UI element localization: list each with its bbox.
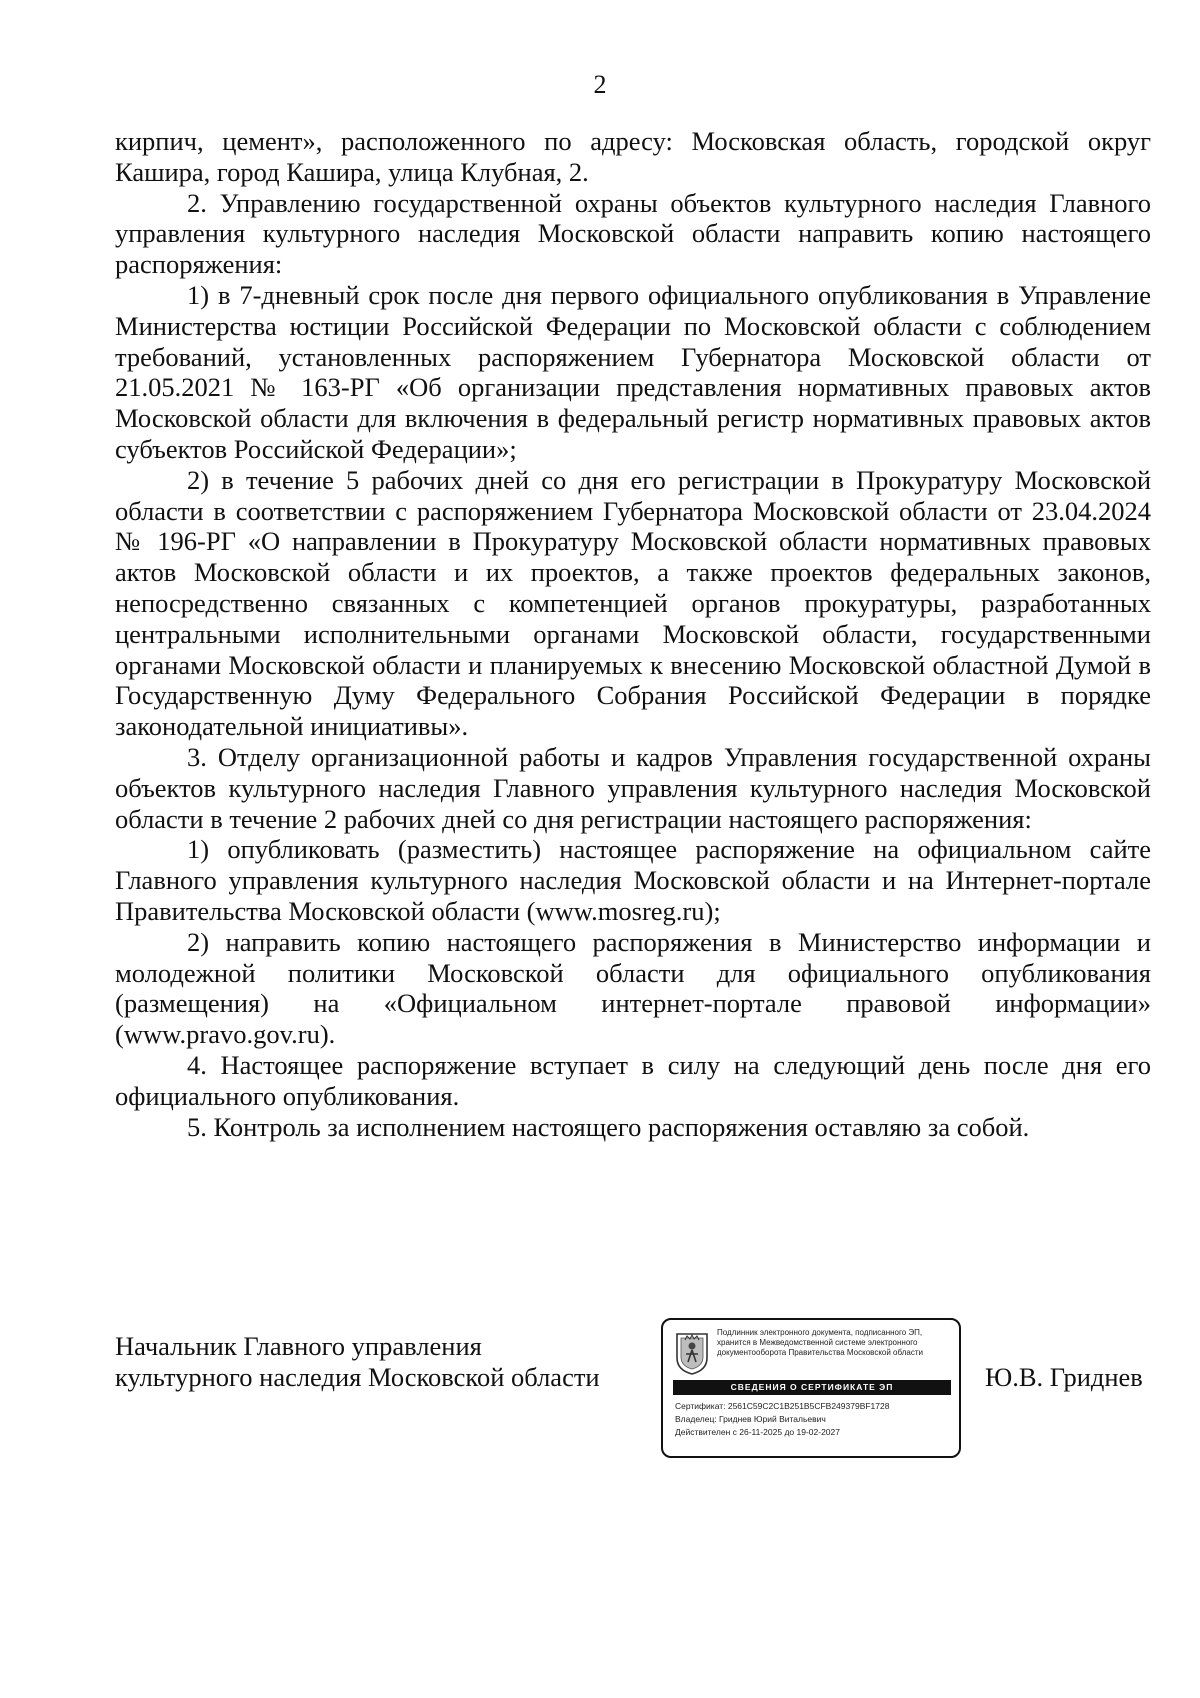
page-number: 2 (593, 70, 607, 99)
paragraph-subitem-3-2: 2) направить копию настоящего распоряжения в Министерство информации и молодежной политики Московской области для официального опубликования (размещения) на «Официальном интернет-портале правовой информации» (www.pravo.gov.ru). (115, 926, 1151, 1050)
stamp-certificate-details (675, 1400, 955, 1439)
stamp-info-line-3: документооборота Правительства Московской области (717, 1348, 923, 1357)
paragraph-subitem-3-1: 1) опубликовать (разместить) настоящее распоряжение на официальном сайте Главного управления культурного наследия Московской области и на Интернет-портале Правительства Московской области (www.mosreg.ru); (115, 834, 1151, 926)
paragraph-continuation: кирпич, цемент», расположенного по адресу: Московская область, городской округ Кашира, город Кашира, улица Клубная, 2. (115, 126, 1151, 187)
paragraph-item-2: 2. Управлению государственной охраны объектов культурного наследия Главного управления культурного наследия Московской области направить копию настоящего распоряжения: (115, 187, 1151, 280)
document-body (115, 126, 1151, 1142)
stamp-band: СВЕДЕНИЯ О СЕРТИФИКАТЕ ЭП (673, 1380, 951, 1395)
signer-title-line-2: культурного наследия Московской области (115, 1362, 600, 1392)
stamp-info-text (717, 1328, 953, 1358)
stamp-info-line-1: Подлинник электронного документа, подписанного ЭП, (717, 1328, 923, 1337)
stamp-certificate: Сертификат: 2561C59C2C1B251B5CFB249379BF1728 (675, 1401, 890, 1411)
paragraph-subitem-2-1: 1) в 7-дневный срок после дня первого официального опубликования в Управление Министерства юстиции Российской Федерации по Московской области с соблюдением требований, установленных распоряжением Губернатора Московской области от 21.05.2021 № 163-РГ «Об организации представления нормативных правовых актов Московской области для включения в федеральный регистр нормативных правовых актов субъектов Российской Федерации»; (115, 279, 1151, 464)
signer-name: Ю.В. Гриднев (985, 1362, 1143, 1392)
stamp-info-line-2: хранится в Межведомственной системе электронного (717, 1338, 918, 1347)
signer-title (115, 1331, 600, 1393)
signer-title-line-1: Начальник Главного управления (115, 1331, 482, 1361)
paragraph-item-4: 4. Настоящее распоряжение вступает в силу на следующий день после дня его официального опубликования. (115, 1049, 1151, 1111)
paragraph-subitem-2-2: 2) в течение 5 рабочих дней со дня его регистрации в Прокуратуру Московской области в соответствии с распоряжением Губернатора Московской области от 23.04.2024 № 196-РГ «О направлении в Прокуратуру Московской области нормативных правовых актов Московской области и их проектов, а также проектов федеральных законов, непосредственно связанных с компетенцией органов прокуратуры, разработанных центральными исполнительными органами Московской области, государственными органами Московской области и планируемых к внесению Московской областной Думой в Государственную Думу Федерального Собрания Российской Федерации в порядке законодательной инициативы». (115, 464, 1151, 742)
paragraph-item-5: 5. Контроль за исполнением настоящего распоряжения оставляю за собой. (187, 1111, 1030, 1142)
stamp-validity: Действителен с 26-11-2025 до 19-02-2027 (675, 1427, 840, 1437)
paragraph-item-3: 3. Отделу организационной работы и кадров Управления государственной охраны объектов культурного наследия Главного управления культурного наследия Московской области в течение 2 рабочих дней со дня регистрации настоящего распоряжения: (115, 741, 1151, 834)
electronic-signature-stamp (661, 1318, 961, 1458)
stamp-owner: Владелец: Гриднев Юрий Витальевич (675, 1414, 826, 1424)
coat-of-arms-icon (673, 1330, 711, 1376)
